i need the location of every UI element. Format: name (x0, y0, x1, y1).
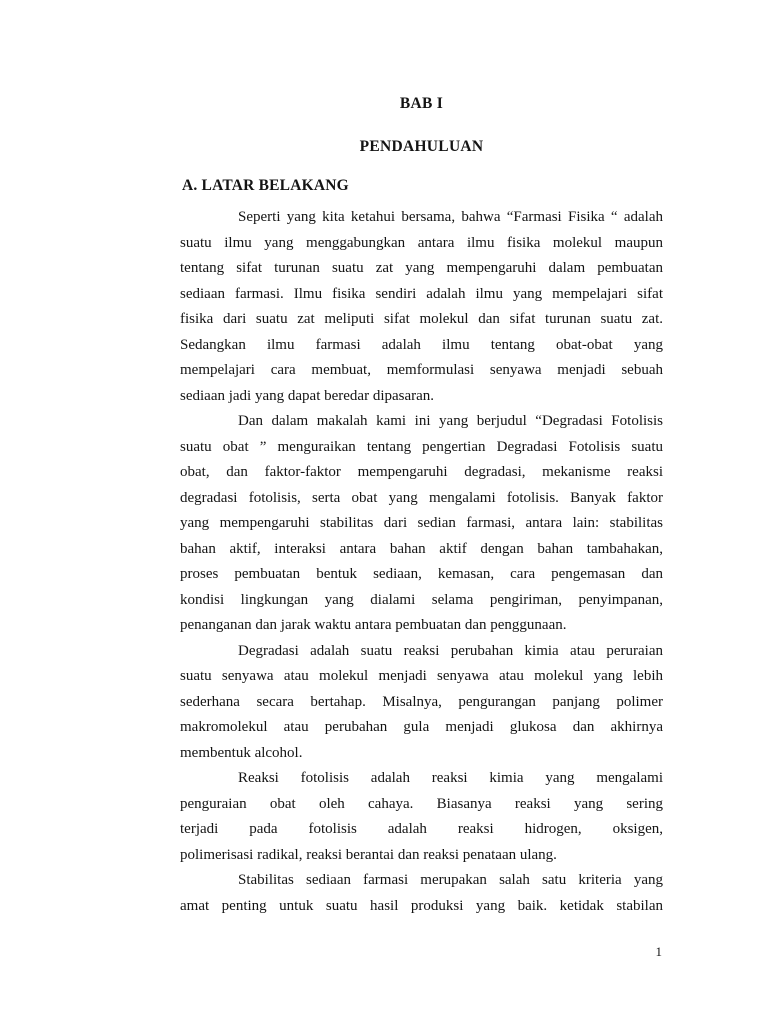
text-line: yang mempengaruhi stabilitas dari sedian farmasi, antara lain: stabilitas (180, 515, 663, 531)
text-line: terjadi pada fotolisis adalah reaksi hidrogen, oksigen, (180, 821, 663, 837)
text-line: makromolekul atau perubahan gula menjadi glukosa dan akhirnya (180, 719, 663, 735)
text-line: mempelajari cara membuat, memformulasi senyawa menjadi sebuah (180, 362, 663, 378)
text-line: sediaan jadi yang dapat beredar dipasaran. (180, 387, 435, 404)
text-line: membentuk alcohol. (180, 744, 303, 761)
text-line: polimerisasi radikal, reaksi berantai dan reaksi penataan ulang. (180, 846, 557, 863)
text-line: obat, dan faktor-faktor mempengaruhi degradasi, mekanisme reaksi (180, 464, 663, 480)
paragraph-1 (180, 205, 663, 409)
text-line: Degradasi adalah suatu reaksi perubahan kimia atau peruraian (238, 642, 663, 659)
paragraph-3 (180, 639, 663, 767)
text-line: Seperti yang kita ketahui bersama, bahwa “Farmasi Fisika “ adalah (238, 209, 663, 225)
text-line: kondisi lingkungan yang dialami selama pengiriman, penyimpanan, (180, 591, 663, 608)
text-line: suatu senyawa atau molekul menjadi senyawa atau molekul yang lebih (180, 668, 663, 684)
document-content (180, 96, 663, 919)
text-line: fisika dari suatu zat meliputi sifat molekul dan sifat turunan suatu zat. (180, 311, 663, 327)
text-line: Reaksi fotolisis adalah reaksi kimia yang mengalami (238, 770, 663, 786)
text-line: suatu ilmu yang menggabungkan antara ilmu fisika molekul maupun (180, 234, 663, 251)
page-number: 1 (655, 944, 662, 959)
text-line: Stabilitas sediaan farmasi merupakan salah satu kriteria yang (238, 872, 663, 888)
chapter-title: BAB I (399, 95, 444, 112)
section-heading: A. LATAR BELAKANG (182, 177, 349, 194)
paragraph-4 (180, 766, 663, 868)
text-line: tentang sifat turunan suatu zat yang mempengaruhi dalam pembuatan (180, 260, 663, 276)
text-line: penanganan dan jarak waktu antara pembuatan dan penggunaan. (180, 617, 567, 633)
body-text (180, 205, 663, 919)
text-line: sederhana secara bertahap. Misalnya, pengurangan panjang polimer (180, 693, 663, 710)
text-line: suatu obat ” menguraikan tentang pengertian Degradasi Fotolisis suatu (180, 438, 663, 455)
text-line: penguraian obat oleh cahaya. Biasanya reaksi yang sering (180, 795, 663, 812)
paragraph-5 (180, 868, 663, 919)
document-title: PENDAHULUAN (359, 138, 484, 155)
text-line: Dan dalam makalah kami ini yang berjudul “Degradasi Fotolisis (238, 413, 663, 429)
text-line: amat penting untuk suatu hasil produksi yang baik. ketidak stabilan (180, 897, 663, 914)
text-line: proses pembuatan bentuk sediaan, kemasan, cara pengemasan dan (180, 566, 663, 582)
text-line: bahan aktif, interaksi antara bahan aktif dengan bahan tambahakan, (180, 540, 663, 557)
text-line: degradasi fotolisis, serta obat yang mengalami fotolisis. Banyak faktor (180, 489, 663, 506)
text-line: Sedangkan ilmu farmasi adalah ilmu tentang obat-obat yang (180, 336, 663, 353)
text-line: sediaan farmasi. Ilmu fisika sendiri adalah ilmu yang mempelajari sifat (180, 285, 663, 302)
paragraph-2 (180, 409, 663, 639)
